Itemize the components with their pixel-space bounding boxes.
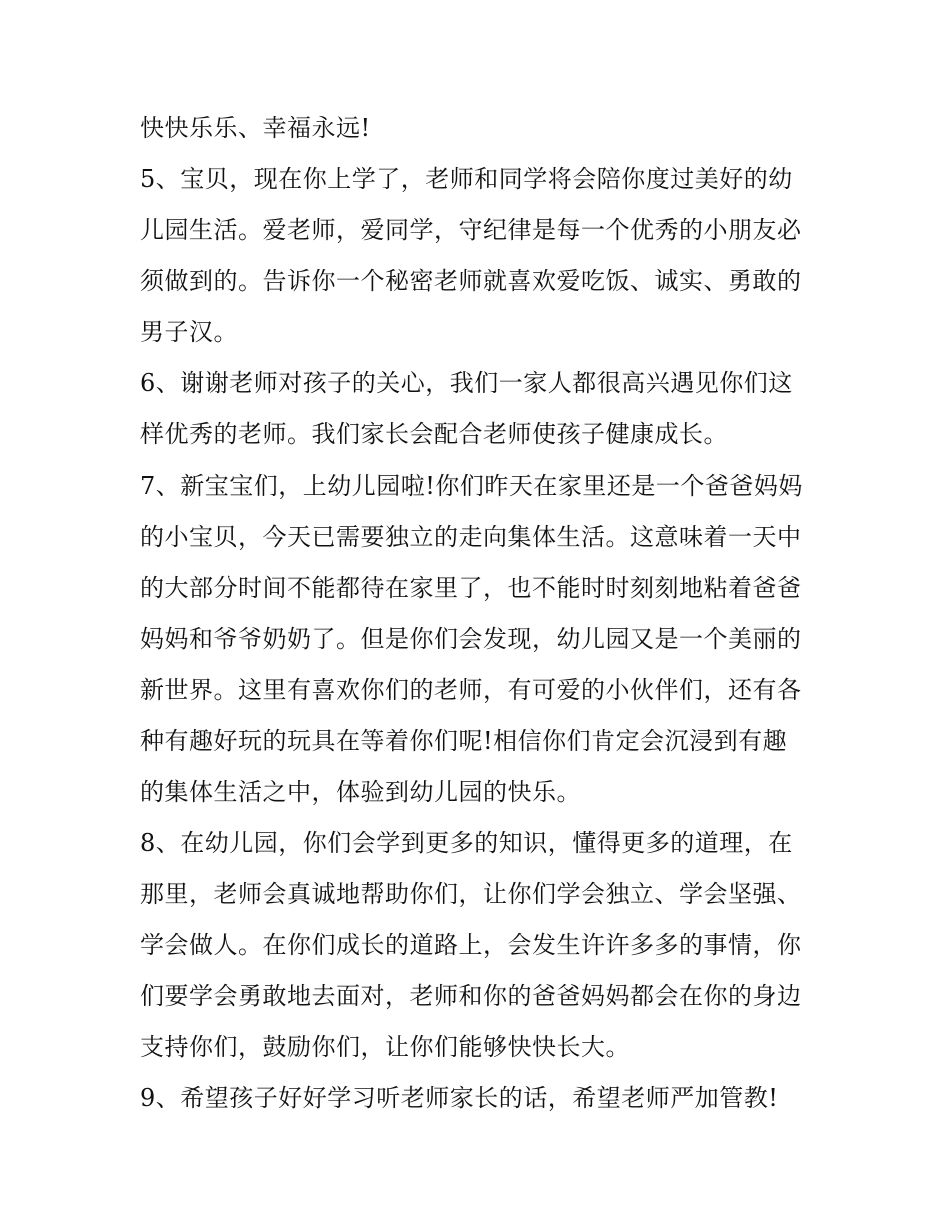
text-line-3: 儿园生活。爱老师，爱同学，守纪律是每一个优秀的小朋友必 xyxy=(140,216,802,244)
text-line-8: 7、新宝宝们，上幼儿园啦!你们昨天在家里还是一个爸爸妈妈 xyxy=(140,472,803,500)
text-line-15: 8、在幼儿园，你们会学到更多的知识，懂得更多的道理，在 xyxy=(140,829,793,857)
text-line-10: 的大部分时间不能都待在家里了，也不能时时刻刻地粘着爸爸 xyxy=(140,574,802,602)
text-line-13: 种有趣好玩的玩具在等着你们呢!相信你们肯定会沉浸到有趣 xyxy=(140,727,788,755)
text-line-1: 快快乐乐、幸福永远! xyxy=(140,114,371,142)
text-line-11: 妈妈和爷爷奶奶了。但是你们会发现，幼儿园又是一个美丽的 xyxy=(140,625,802,653)
text-line-12: 新世界。这里有喜欢你们的老师，有可爱的小伙伴们，还有各 xyxy=(140,676,802,704)
text-line-20: 9、希望孩子好好学习听老师家长的话，希望老师严加管教! xyxy=(140,1084,779,1112)
text-line-14: 的集体生活之中，体验到幼儿园的快乐。 xyxy=(140,778,581,806)
text-line-16: 那里，老师会真诚地帮助你们，让你们学会独立、学会坚强、 xyxy=(140,880,802,908)
text-line-5: 男子汉。 xyxy=(140,318,238,346)
text-line-18: 们要学会勇敢地去面对，老师和你的爸爸妈妈都会在你的身边 xyxy=(140,982,802,1010)
text-line-9: 的小宝贝，今天已需要独立的走向集体生活。这意味着一天中 xyxy=(140,523,802,551)
text-line-19: 支持你们，鼓励你们，让你们能够快快长大。 xyxy=(140,1033,630,1061)
text-line-7: 样优秀的老师。我们家长会配合老师使孩子健康成长。 xyxy=(140,420,728,448)
text-line-4: 须做到的。告诉你一个秘密老师就喜欢爱吃饭、诚实、勇敢的 xyxy=(140,267,802,295)
text-line-17: 学会做人。在你们成长的道路上，会发生许许多多的事情，你 xyxy=(140,931,802,959)
text-line-2: 5、宝贝，现在你上学了，老师和同学将会陪你度过美好的幼 xyxy=(140,165,793,193)
text-line-6: 6、谢谢老师对孩子的关心，我们一家人都很高兴遇见你们这 xyxy=(140,369,793,397)
